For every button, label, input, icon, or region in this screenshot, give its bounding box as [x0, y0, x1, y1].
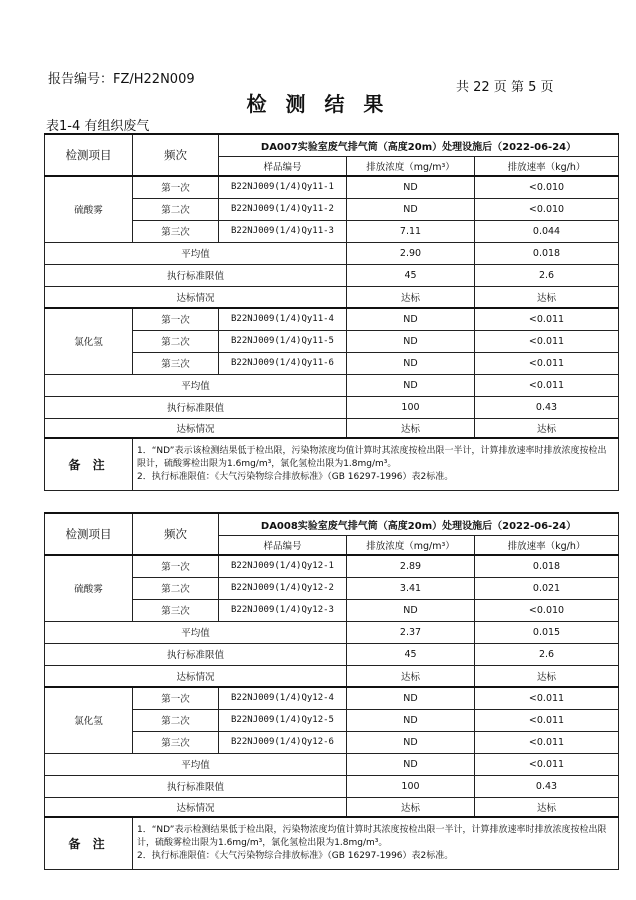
- conc: ND: [347, 352, 475, 374]
- remarks-text: [133, 817, 619, 869]
- row-label: 执行标准限值: [45, 264, 347, 286]
- rate: 0.021: [475, 577, 619, 599]
- freq: 第二次: [133, 709, 219, 731]
- row-label: 达标情况: [45, 418, 347, 438]
- conc: ND: [347, 176, 475, 198]
- rate: <0.011: [475, 731, 619, 753]
- col-header-freq: 频次: [133, 134, 219, 176]
- report-number: 报告编号：FZ/H22N009: [48, 72, 195, 87]
- freq: 第一次: [133, 687, 219, 709]
- sample-no: B22NJ009(1/4)Qy11-6: [219, 352, 347, 374]
- rate: 2.6: [475, 643, 619, 665]
- conc: ND: [347, 709, 475, 731]
- status-row: [45, 286, 619, 308]
- remark-line-2: 2．执行标准限值：《大气污染物综合排放标准》（GB 16297-1996）表2标准。: [137, 850, 454, 861]
- conc: 达标: [347, 286, 475, 308]
- freq: 第三次: [133, 220, 219, 242]
- sample-no: B22NJ009(1/4)Qy12-4: [219, 687, 347, 709]
- row-label: 达标情况: [45, 665, 347, 687]
- conc: ND: [347, 731, 475, 753]
- page-info: 共 22 页 第 5 页: [456, 80, 554, 95]
- rate: 0.43: [475, 775, 619, 797]
- remarks-row: [45, 817, 619, 869]
- rate: 2.6: [475, 264, 619, 286]
- conc: 2.90: [347, 242, 475, 264]
- freq: 第二次: [133, 198, 219, 220]
- conc: 45: [347, 643, 475, 665]
- average-row: [45, 374, 619, 396]
- status-row: [45, 797, 619, 817]
- average-row: [45, 242, 619, 264]
- conc: 2.89: [347, 555, 475, 577]
- col-header-rate: 排放速率（kg/h）: [475, 535, 619, 555]
- remark-line-1: 1．“ND”表示检测结果低于检出限，污染物浓度均值计算时其浓度按检出限一半计，计算排放速率时排放浓度按检出限计，硫酸雾检出限为1.6mg/m³，氯化氢检出限为1.8mg/m³。: [137, 824, 607, 848]
- rate: 达标: [475, 797, 619, 817]
- freq: 第一次: [133, 308, 219, 330]
- conc: ND: [347, 198, 475, 220]
- table-row: [45, 555, 619, 577]
- status-row: [45, 665, 619, 687]
- rate: 达标: [475, 418, 619, 438]
- sample-no: B22NJ009(1/4)Qy12-6: [219, 731, 347, 753]
- rate: <0.011: [475, 330, 619, 352]
- rate: <0.010: [475, 176, 619, 198]
- sample-no: B22NJ009(1/4)Qy11-5: [219, 330, 347, 352]
- table-row: [45, 176, 619, 198]
- row-label: 执行标准限值: [45, 643, 347, 665]
- conc: 达标: [347, 418, 475, 438]
- col-header-rate: 排放速率（kg/h）: [475, 156, 619, 176]
- average-row: [45, 621, 619, 643]
- freq: 第三次: [133, 352, 219, 374]
- freq: 第一次: [133, 176, 219, 198]
- conc: ND: [347, 308, 475, 330]
- conc: ND: [347, 687, 475, 709]
- table-row: [45, 687, 619, 709]
- col-header-conc: 排放浓度（mg/m³）: [347, 535, 475, 555]
- row-label: 达标情况: [45, 286, 347, 308]
- conc: 3.41: [347, 577, 475, 599]
- remarks-row: [45, 438, 619, 490]
- rate: 0.015: [475, 621, 619, 643]
- limit-row: [45, 264, 619, 286]
- freq: 第二次: [133, 577, 219, 599]
- page-title: 检 测 结 果: [246, 92, 390, 116]
- conc: 7.11: [347, 220, 475, 242]
- rate: <0.011: [475, 753, 619, 775]
- rate: <0.010: [475, 198, 619, 220]
- row-label: 执行标准限值: [45, 775, 347, 797]
- item-name: 氯化氢: [45, 687, 133, 753]
- rate: 0.43: [475, 396, 619, 418]
- sample-no: B22NJ009(1/4)Qy11-1: [219, 176, 347, 198]
- results-table-da008: [44, 512, 619, 870]
- remarks-text: [133, 438, 619, 490]
- row-label: 达标情况: [45, 797, 347, 817]
- rate: <0.010: [475, 599, 619, 621]
- results-table-da007: [44, 133, 619, 491]
- table-caption: 表1-4 有组织废气: [46, 119, 150, 134]
- sample-no: B22NJ009(1/4)Qy11-3: [219, 220, 347, 242]
- freq: 第一次: [133, 555, 219, 577]
- rate: 0.018: [475, 242, 619, 264]
- row-label: 平均值: [45, 753, 347, 775]
- limit-row: [45, 775, 619, 797]
- rate: <0.011: [475, 374, 619, 396]
- freq: 第二次: [133, 330, 219, 352]
- conc: 达标: [347, 797, 475, 817]
- conc: 2.37: [347, 621, 475, 643]
- status-row: [45, 418, 619, 438]
- sample-no: B22NJ009(1/4)Qy11-2: [219, 198, 347, 220]
- table-row: [45, 308, 619, 330]
- rate: <0.011: [475, 308, 619, 330]
- item-name: 硫酸雾: [45, 555, 133, 621]
- sample-no: B22NJ009(1/4)Qy12-5: [219, 709, 347, 731]
- conc: 100: [347, 775, 475, 797]
- remark-line-2: 2．执行标准限值：《大气污染物综合排放标准》（GB 16297-1996）表2标准。: [137, 471, 454, 482]
- col-header-sample: 样品编号: [219, 156, 347, 176]
- limit-row: [45, 396, 619, 418]
- item-name: 氯化氢: [45, 308, 133, 374]
- conc: 45: [347, 264, 475, 286]
- conc: ND: [347, 599, 475, 621]
- conc: ND: [347, 753, 475, 775]
- row-label: 平均值: [45, 621, 347, 643]
- rate: 达标: [475, 665, 619, 687]
- remarks-label: 备 注: [45, 438, 133, 490]
- rate: 0.018: [475, 555, 619, 577]
- rate: 0.044: [475, 220, 619, 242]
- row-label: 平均值: [45, 374, 347, 396]
- col-header-item: 检测项目: [45, 134, 133, 176]
- rate: <0.011: [475, 709, 619, 731]
- sample-no: B22NJ009(1/4)Qy11-4: [219, 308, 347, 330]
- col-header-sample: 样品编号: [219, 535, 347, 555]
- freq: 第三次: [133, 599, 219, 621]
- col-header-freq: 频次: [133, 513, 219, 555]
- freq: 第三次: [133, 731, 219, 753]
- row-label: 平均值: [45, 242, 347, 264]
- conc: ND: [347, 374, 475, 396]
- remarks-label: 备 注: [45, 817, 133, 869]
- facility-title: DA007实验室废气排气筒（高度20m）处理设施后（2022-06-24）: [219, 134, 619, 156]
- remark-line-1: 1．“ND”表示该检测结果低于检出限，污染物浓度均值计算时其浓度按检出限一半计，计算排放速率时排放浓度按检出限计，硫酸雾检出限为1.6mg/m³，氯化氢检出限为1.8mg/m³。: [137, 445, 607, 469]
- row-label: 执行标准限值: [45, 396, 347, 418]
- col-header-item: 检测项目: [45, 513, 133, 555]
- rate: 达标: [475, 286, 619, 308]
- col-header-conc: 排放浓度（mg/m³）: [347, 156, 475, 176]
- conc: 100: [347, 396, 475, 418]
- sample-no: B22NJ009(1/4)Qy12-2: [219, 577, 347, 599]
- average-row: [45, 753, 619, 775]
- rate: <0.011: [475, 687, 619, 709]
- rate: <0.011: [475, 352, 619, 374]
- conc: 达标: [347, 665, 475, 687]
- facility-title: DA008实验室废气排气筒（高度20m）处理设施后（2022-06-24）: [219, 513, 619, 535]
- sample-no: B22NJ009(1/4)Qy12-1: [219, 555, 347, 577]
- conc: ND: [347, 330, 475, 352]
- limit-row: [45, 643, 619, 665]
- item-name: 硫酸雾: [45, 176, 133, 242]
- sample-no: B22NJ009(1/4)Qy12-3: [219, 599, 347, 621]
